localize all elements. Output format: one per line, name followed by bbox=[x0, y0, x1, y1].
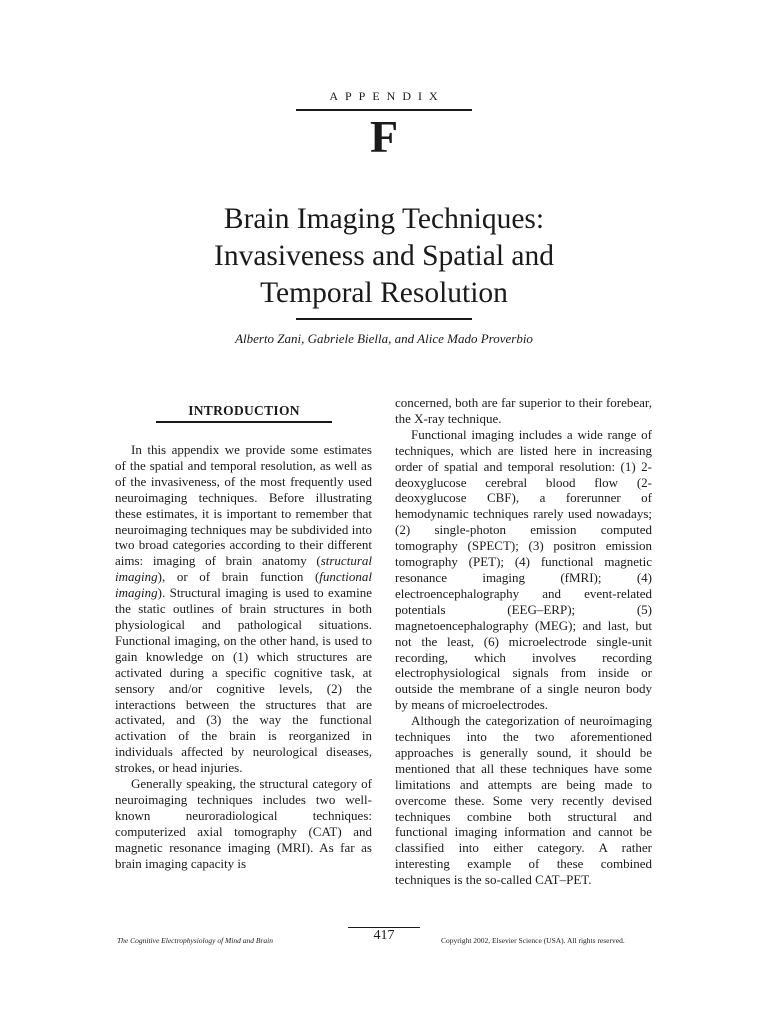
left-column bbox=[115, 442, 372, 871]
paragraph: concerned, both are far superior to their forebear, the X-ray technique. bbox=[395, 395, 652, 426]
copyright: Copyright 2002, Elsevier Science (USA). All rights reserved. bbox=[441, 936, 625, 945]
page-number: 417 bbox=[373, 928, 395, 943]
paragraph: Functional imaging includes a wide range of techniques, which are listed here in increasing order of spatial and temporal resolution: (1) 2-deoxyglucose cerebral blood flow (2-deoxyglucose CBF), a forerunner of hemodynamic techniques rarely used nowadays; (2) single-photon emission computed tomography (SPECT); (3) positron emission tomography (PET); (4) functional magnetic resonance imaging (fMRI); (4) electroencephalography and event-related potentials (EEG–ERP); (5) magnetoencephalography (MEG); and last, but not the least, (6) microelectrode single-unit recording, which involves recording electrophysiological signals from inside or outside the membrane of a single neuron body by means of microelectrodes. bbox=[395, 426, 652, 713]
book-title: The Cognitive Electrophysiology of Mind and Brain bbox=[117, 936, 273, 945]
emphasis: structural imaging bbox=[115, 553, 372, 585]
title-line-1: Brain Imaging Techniques: bbox=[223, 203, 545, 235]
title-rule bbox=[296, 318, 472, 320]
section-rule bbox=[156, 421, 332, 423]
paragraph: Although the categorization of neuroimaging techniques into the two aforementioned approaches is generally sound, it should be mentioned that all these techniques have some limitations and attempts are being made to overcome these. Some very recently devised techniques combine both structural and functional imaging information and cannot be classified into either category. A rather interesting example of these combined techniques is the so-called CAT–PET. bbox=[395, 713, 652, 888]
title-line-3: Temporal Resolution bbox=[260, 277, 508, 309]
title-line-2: Invasiveness and Spatial and bbox=[214, 240, 554, 272]
emphasis: functional imaging bbox=[115, 569, 372, 601]
appendix-label: APPENDIX bbox=[329, 89, 445, 103]
appendix-letter: F bbox=[369, 111, 399, 162]
section-heading: INTRODUCTION bbox=[188, 403, 300, 418]
chapter-title bbox=[0, 201, 768, 312]
paragraph: Generally speaking, the structural category of neuroimaging techniques includes two well-known neuroradiological techniques: computerized axial tomography (CAT) and magnetic resonance imaging (MRI). As far as brain imaging capacity is bbox=[115, 776, 372, 871]
authors: Alberto Zani, Gabriele Biella, and Alice Mado Proverbio bbox=[235, 331, 533, 346]
right-column bbox=[395, 395, 652, 888]
paragraph: In this appendix we provide some estimates of the spatial and temporal resolution, as well as of the invasiveness, of the most frequently used neuroimaging techniques. Before illustrating these estimates, it is important to remember that neuroimaging techniques may be subdivided into two broad categories according to their different aims: imaging of brain anatomy (structural imaging), or of brain function (functional imaging). Structural imaging is used to examine the static outlines of brain structures in both physiological and pathological situations. Functional imaging, on the other hand, is used to gain knowledge on (1) which structures are activated during a specific cognitive task, at sensory and/or cognitive levels, (2) the interactions between the structures that are activated, and (3) the way the functional activation of the brain is reorganized in individuals affected by neurological diseases, strokes, or head injuries. bbox=[115, 442, 372, 776]
